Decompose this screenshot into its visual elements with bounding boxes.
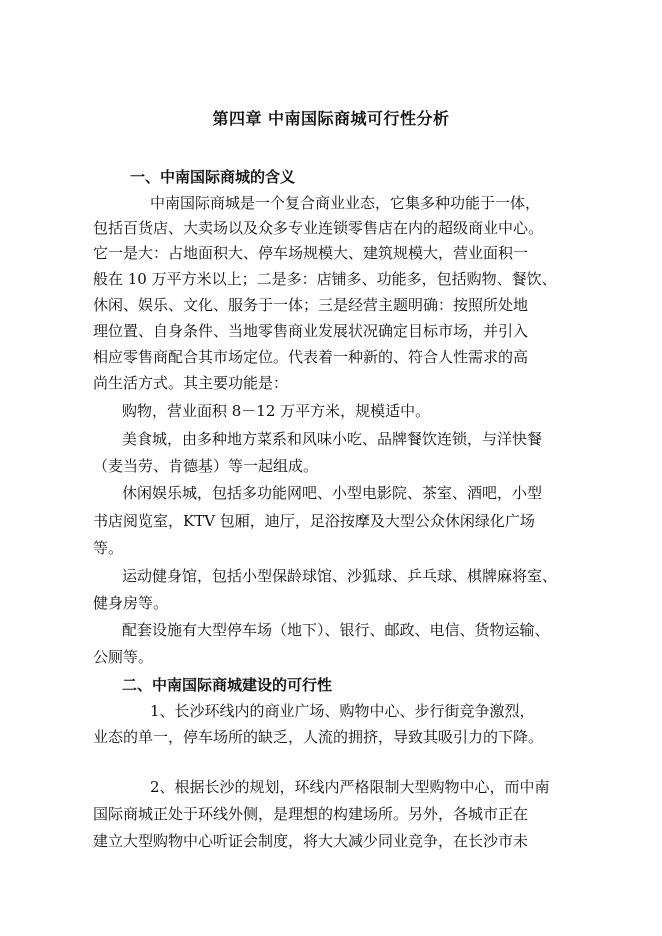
paragraph-line: 2、根据长沙的规划，环线内严格限制大型购物中心，而中南 xyxy=(150,778,550,796)
paragraph-line: 它一是大：占地面积大、停车场规模大、建筑规模大，营业面积一 xyxy=(93,244,529,262)
paragraph-line: 国际商城正处于环线外侧，是理想的构建场所。另外，各城市正在 xyxy=(93,805,529,823)
function-line: 书店阅览室，KTV 包厢，迪厅，足浴按摩及大型公众休闲绿化广场 xyxy=(93,512,535,530)
paragraph-line: 相应零售商配合其市场定位。代表着一种新的、符合人性需求的高 xyxy=(93,348,529,366)
function-line: 运动健身馆，包括小型保龄球馆、沙狐球、乒乓球、棋牌麻将室、 xyxy=(122,567,558,585)
paragraph-line: 般在 10 万平方米以上；二是多：店铺多、功能多，包括购物、餐饮、 xyxy=(93,270,557,288)
paragraph-line: 包括百货店、大卖场以及众多专业连锁零售店在内的超级商业中心。 xyxy=(93,219,544,237)
function-line: 配套设施有大型停车场（地下）、银行、邮政、电信、货物运输、 xyxy=(122,621,550,639)
section-heading-2: 二、中南国际商城建设的可行性 xyxy=(122,676,333,694)
paragraph-line: 尚生活方式。其主要功能是： xyxy=(93,374,289,392)
paragraph-line: 业态的单一，停车场所的缺乏，人流的拥挤，导致其吸引力的下降。 xyxy=(93,728,544,746)
function-line: 购物，营业面积 8－12 万平方米，规模适中。 xyxy=(122,402,431,420)
paragraph-line: 建立大型购物中心听证会制度，将大大减少同业竞争，在长沙市未 xyxy=(93,832,529,850)
function-line: 休闲娱乐城，包括多功能网吧、小型电影院、茶室、酒吧，小型 xyxy=(122,484,543,502)
paragraph-line: 1、长沙环线内的商业广场、购物中心、步行街竞争激烈， xyxy=(150,702,535,720)
function-line: 等。 xyxy=(93,539,124,557)
function-line: 公厕等。 xyxy=(93,648,154,666)
chapter-title: 第四章 中南国际商城可行性分析 xyxy=(212,109,450,128)
function-line: 美食城，由多种地方菜系和风味小吃、品牌餐饮连锁，与洋快餐 xyxy=(122,430,543,448)
function-line: （麦当劳、肯德基）等一起组成。 xyxy=(93,457,319,475)
section-heading-1: 一、中南国际商城的含义 xyxy=(130,168,296,186)
paragraph-line: 休闲、娱乐、文化、服务于一体；三是经营主题明确：按照所处地 xyxy=(93,296,529,314)
function-line: 健身房等。 xyxy=(93,594,169,612)
paragraph-line: 中南国际商城是一个复合商业业态，它集多种功能于一体， xyxy=(150,194,541,212)
paragraph-line: 理位置、自身条件、当地零售商业发展状况确定目标市场，并引入 xyxy=(93,322,529,340)
